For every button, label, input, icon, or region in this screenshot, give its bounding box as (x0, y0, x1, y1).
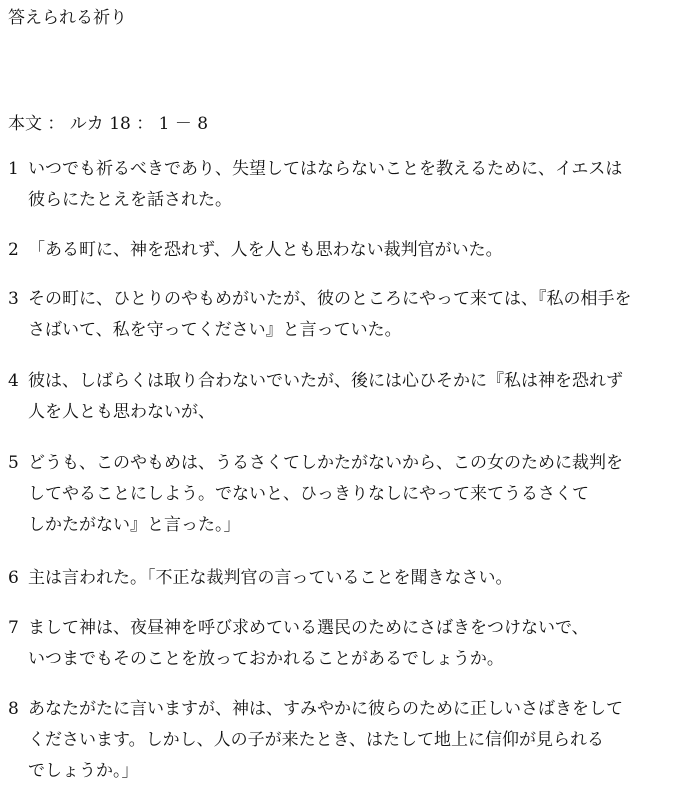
verse-number: 2 (8, 240, 19, 260)
verse-number: 8 (8, 699, 19, 719)
verse-line: さばいて、私を守ってください』と言っていた。 (28, 320, 402, 340)
document-title: 答えられる祈り (8, 8, 127, 28)
verse-line: くださいます。しかし、人の子が来たとき、はたして地上に信仰が見られる (28, 730, 604, 750)
verse-line: あなたがたに言いますが、神は、すみやかに彼らのために正しいさばきをして (28, 699, 623, 719)
verse-2 (8, 235, 503, 266)
verse-3 (8, 284, 632, 346)
verse-number: 3 (8, 289, 19, 309)
verse-line: いつまでもそのことを放っておかれることがあるでしょうか。 (28, 649, 504, 669)
verse-line: その町に、ひとりのやもめがいたが、彼のところにやって来ては、『私の相手を (28, 289, 632, 309)
verse-line: いつでも祈るべきであり、失望してはならないことを教えるために、イエスは (28, 159, 623, 179)
verse-8 (8, 694, 623, 787)
verse-number: 4 (8, 371, 19, 391)
verse-line: 主は言われた。「不正な裁判官の言っていることを聞きなさい。 (28, 568, 513, 588)
verse-4 (8, 366, 623, 428)
verse-number: 6 (8, 568, 19, 588)
verse-1 (8, 154, 622, 216)
verse-line: 彼らにたとえを話された。 (28, 190, 232, 210)
verse-6 (8, 563, 513, 594)
verse-line: してやることにしよう。でないと、ひっきりなしにやって来てうるさくて (28, 484, 589, 504)
verse-line: でしょうか。」 (28, 761, 139, 781)
verse-7 (8, 613, 589, 675)
verse-line: しかたがない』と言った。」 (28, 515, 241, 535)
verse-line: どうも、このやもめは、うるさくてしかたがないから、この女のために裁判を (28, 453, 623, 473)
passage-reference: 本文 ： ルカ 18 ： 1 － 8 (8, 114, 209, 134)
verse-number: 7 (8, 618, 19, 638)
verse-5 (8, 448, 623, 541)
verse-number: 1 (8, 159, 19, 179)
verse-line: 人を人とも思わないが、 (28, 402, 215, 422)
verse-line: まして神は、夜昼神を呼び求めている選民のためにさばきをつけないで、 (28, 618, 589, 638)
verse-line: 彼は、しばらくは取り合わないでいたが、後には心ひそかに『私は神を恐れず (28, 371, 623, 391)
verse-number: 5 (8, 453, 19, 473)
verse-line: 「ある町に、神を恐れず、人を人とも思わない裁判官がいた。 (28, 240, 503, 260)
